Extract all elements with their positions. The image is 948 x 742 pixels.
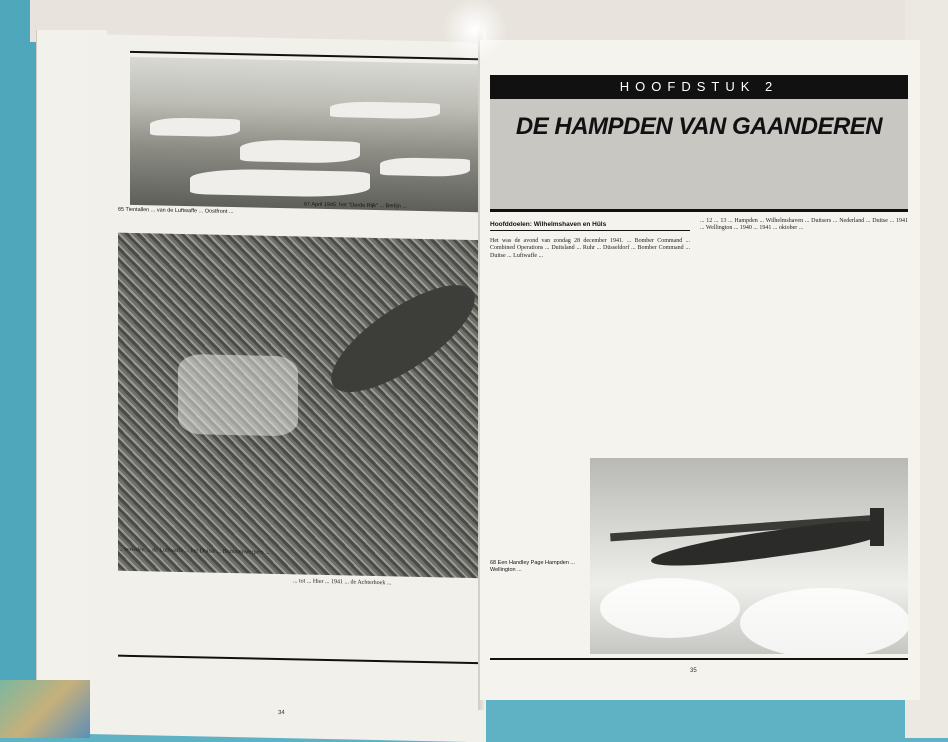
page-number-right: 35: [690, 668, 697, 674]
light-glare: [440, 0, 510, 60]
page-number-left: 34: [278, 709, 285, 717]
body-text-column-2: ... tot ... Hier ... 1941 ... de Achterhoek ...: [293, 578, 392, 587]
bottom-rule: [118, 655, 478, 665]
chapter-title-box: [490, 99, 908, 212]
photo-caption-68: 68 Een Handley Page Hampden ... Wellington ...: [490, 560, 576, 573]
photo-hampden-bomber: [590, 458, 908, 654]
body-text-column-2: ... 12 ... 13 ... Hampden ... Wilhelmshaven ... Duitsers ... Nederland ... Duitse ... 1941 ... Wellington ... 1940 ... 1941 ... oktober ...: [700, 218, 908, 232]
chapter-title: DE HAMPDEN VAN GAANDEREN: [515, 113, 883, 140]
photo-berlin-ruins: [118, 233, 478, 579]
section-heading: Hoofddoelen: Wilhelmshaven en Hüls: [490, 221, 690, 231]
bottom-rule: [490, 658, 908, 660]
background-left: [0, 0, 40, 738]
chapter-label: HOOFDSTUK 2: [490, 75, 908, 99]
background-object: [0, 680, 90, 738]
photo-caption-65: 65 Tientallen ... van de Luftwaffe ... Oostfront ...: [118, 206, 234, 216]
body-text-column-1: Het was de avond van zondag 28 december 1941. ... Bomber Command ... Combined Operations ... Duitsland ... Ruhr ... Düsseldorf ... Bomber Command ... Duitse ... Luftwaffe ...: [490, 238, 690, 259]
body-text-column-1: ... verleden ... de Luftwaffe ... het Duitse ... Bommenwerpers ...: [118, 546, 270, 556]
photo-aircraft-wrecks: [130, 57, 480, 212]
photo-caption-67: 67 April 1945: het "Derde Rijk" ... Berlijn ...: [304, 201, 407, 210]
right-page: [480, 40, 920, 700]
left-page: [88, 34, 486, 742]
